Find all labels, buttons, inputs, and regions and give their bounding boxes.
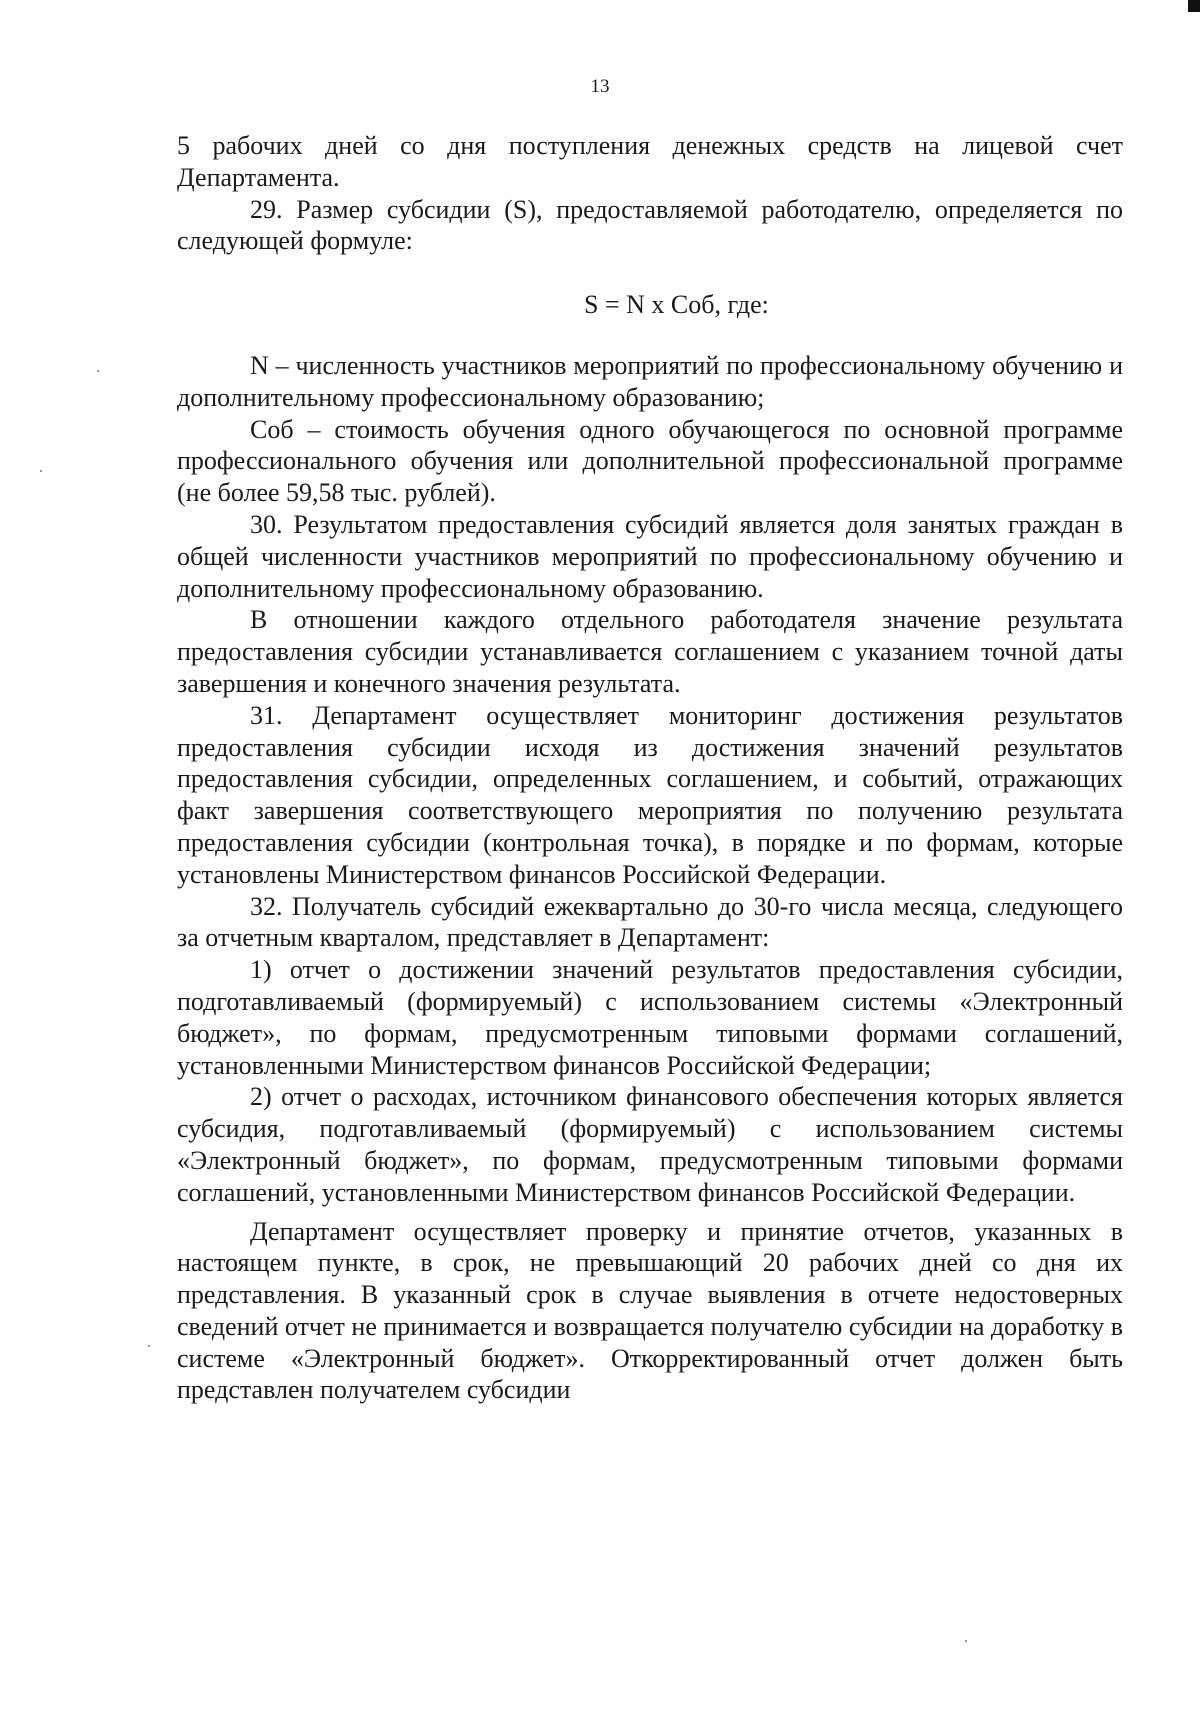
scan-speck [148, 1345, 150, 1347]
scan-speck [40, 470, 42, 472]
document-body [177, 130, 1123, 1406]
paragraph-29: 29. Размер субсидии (S), предоставляемой работодателю, определяется по следующей формуле: [177, 194, 1123, 256]
scan-edge-mark [1188, 0, 1200, 12]
definition-n: N – численность участников мероприятий по профессиональному обучению и дополнительному профессиональному образованию; [177, 350, 1123, 412]
paragraph-continuation: 5 рабочих дней со дня поступления денежных средств на лицевой счет Департамента. [177, 131, 1123, 192]
paragraph-30-result: В отношении каждого отдельного работодателя значение результата предоставления субсидии устанавливается соглашением с указанием точной даты завершения и конечного значения результата. [177, 605, 1123, 698]
paragraph-30: 30. Результатом предоставления субсидий является доля занятых граждан в общей численности участников мероприятий по профессиональному обучению и дополнительному профессиональному образованию. [177, 509, 1123, 603]
formula: S = N x Соб, где: [584, 290, 769, 320]
scan-speck [965, 1640, 967, 1642]
paragraph-32-item-1: 1) отчет о достижении значений результатов предоставления субсидии, подготавливаемый (формируемый) с использованием системы «Электронный бюджет», по формам, предусмотренным типовыми формами соглашений, установленными Министерством финансов Российской Федерации; [177, 955, 1123, 1080]
paragraph-32-item-2: 2) отчет о расходах, источником финансового обеспечения которых является субсидия, подготавливаемый (формируемый) с использованием системы «Электронный бюджет», по формам, предусмотренным типовыми формами соглашений, установленными Министерством финансов Российской Федерации. [177, 1082, 1123, 1207]
definition-cob: Соб – стоимость обучения одного обучающегося по основной программе профессионального обучения или дополнительной профессиональной программе (не более 59,58 тыс. рублей). [177, 414, 1123, 508]
paragraph-32-verification: Департамент осуществляет проверку и принятие отчетов, указанных в настоящем пункте, в срок, не превышающий 20 рабочих дней со дня их представления. В указанный срок в случае выявления в отчете недостоверных сведений отчет не принимается и возвращается получателю субсидии на доработку в системе «Электронный бюджет». Откорректированный отчет должен быть представлен получателем субсидии [177, 1216, 1123, 1405]
scan-speck [97, 370, 99, 372]
page-number: 13 [590, 76, 610, 97]
paragraph-31: 31. Департамент осуществляет мониторинг достижения результатов предоставления субсидии исходя из достижения значений результатов предоставления субсидии, определенных соглашением, и событий, отражающих факт завершения соответствующего мероприятия по получению результата предоставления субсидии (контрольная точка), в порядке и по формам, которые установлены Министерством финансов Российской Федерации. [177, 700, 1123, 889]
paragraph-32: 32. Получатель субсидий ежеквартально до 30-го числа месяца, следующего за отчетным кварталом, представляет в Департамент: [177, 891, 1123, 953]
